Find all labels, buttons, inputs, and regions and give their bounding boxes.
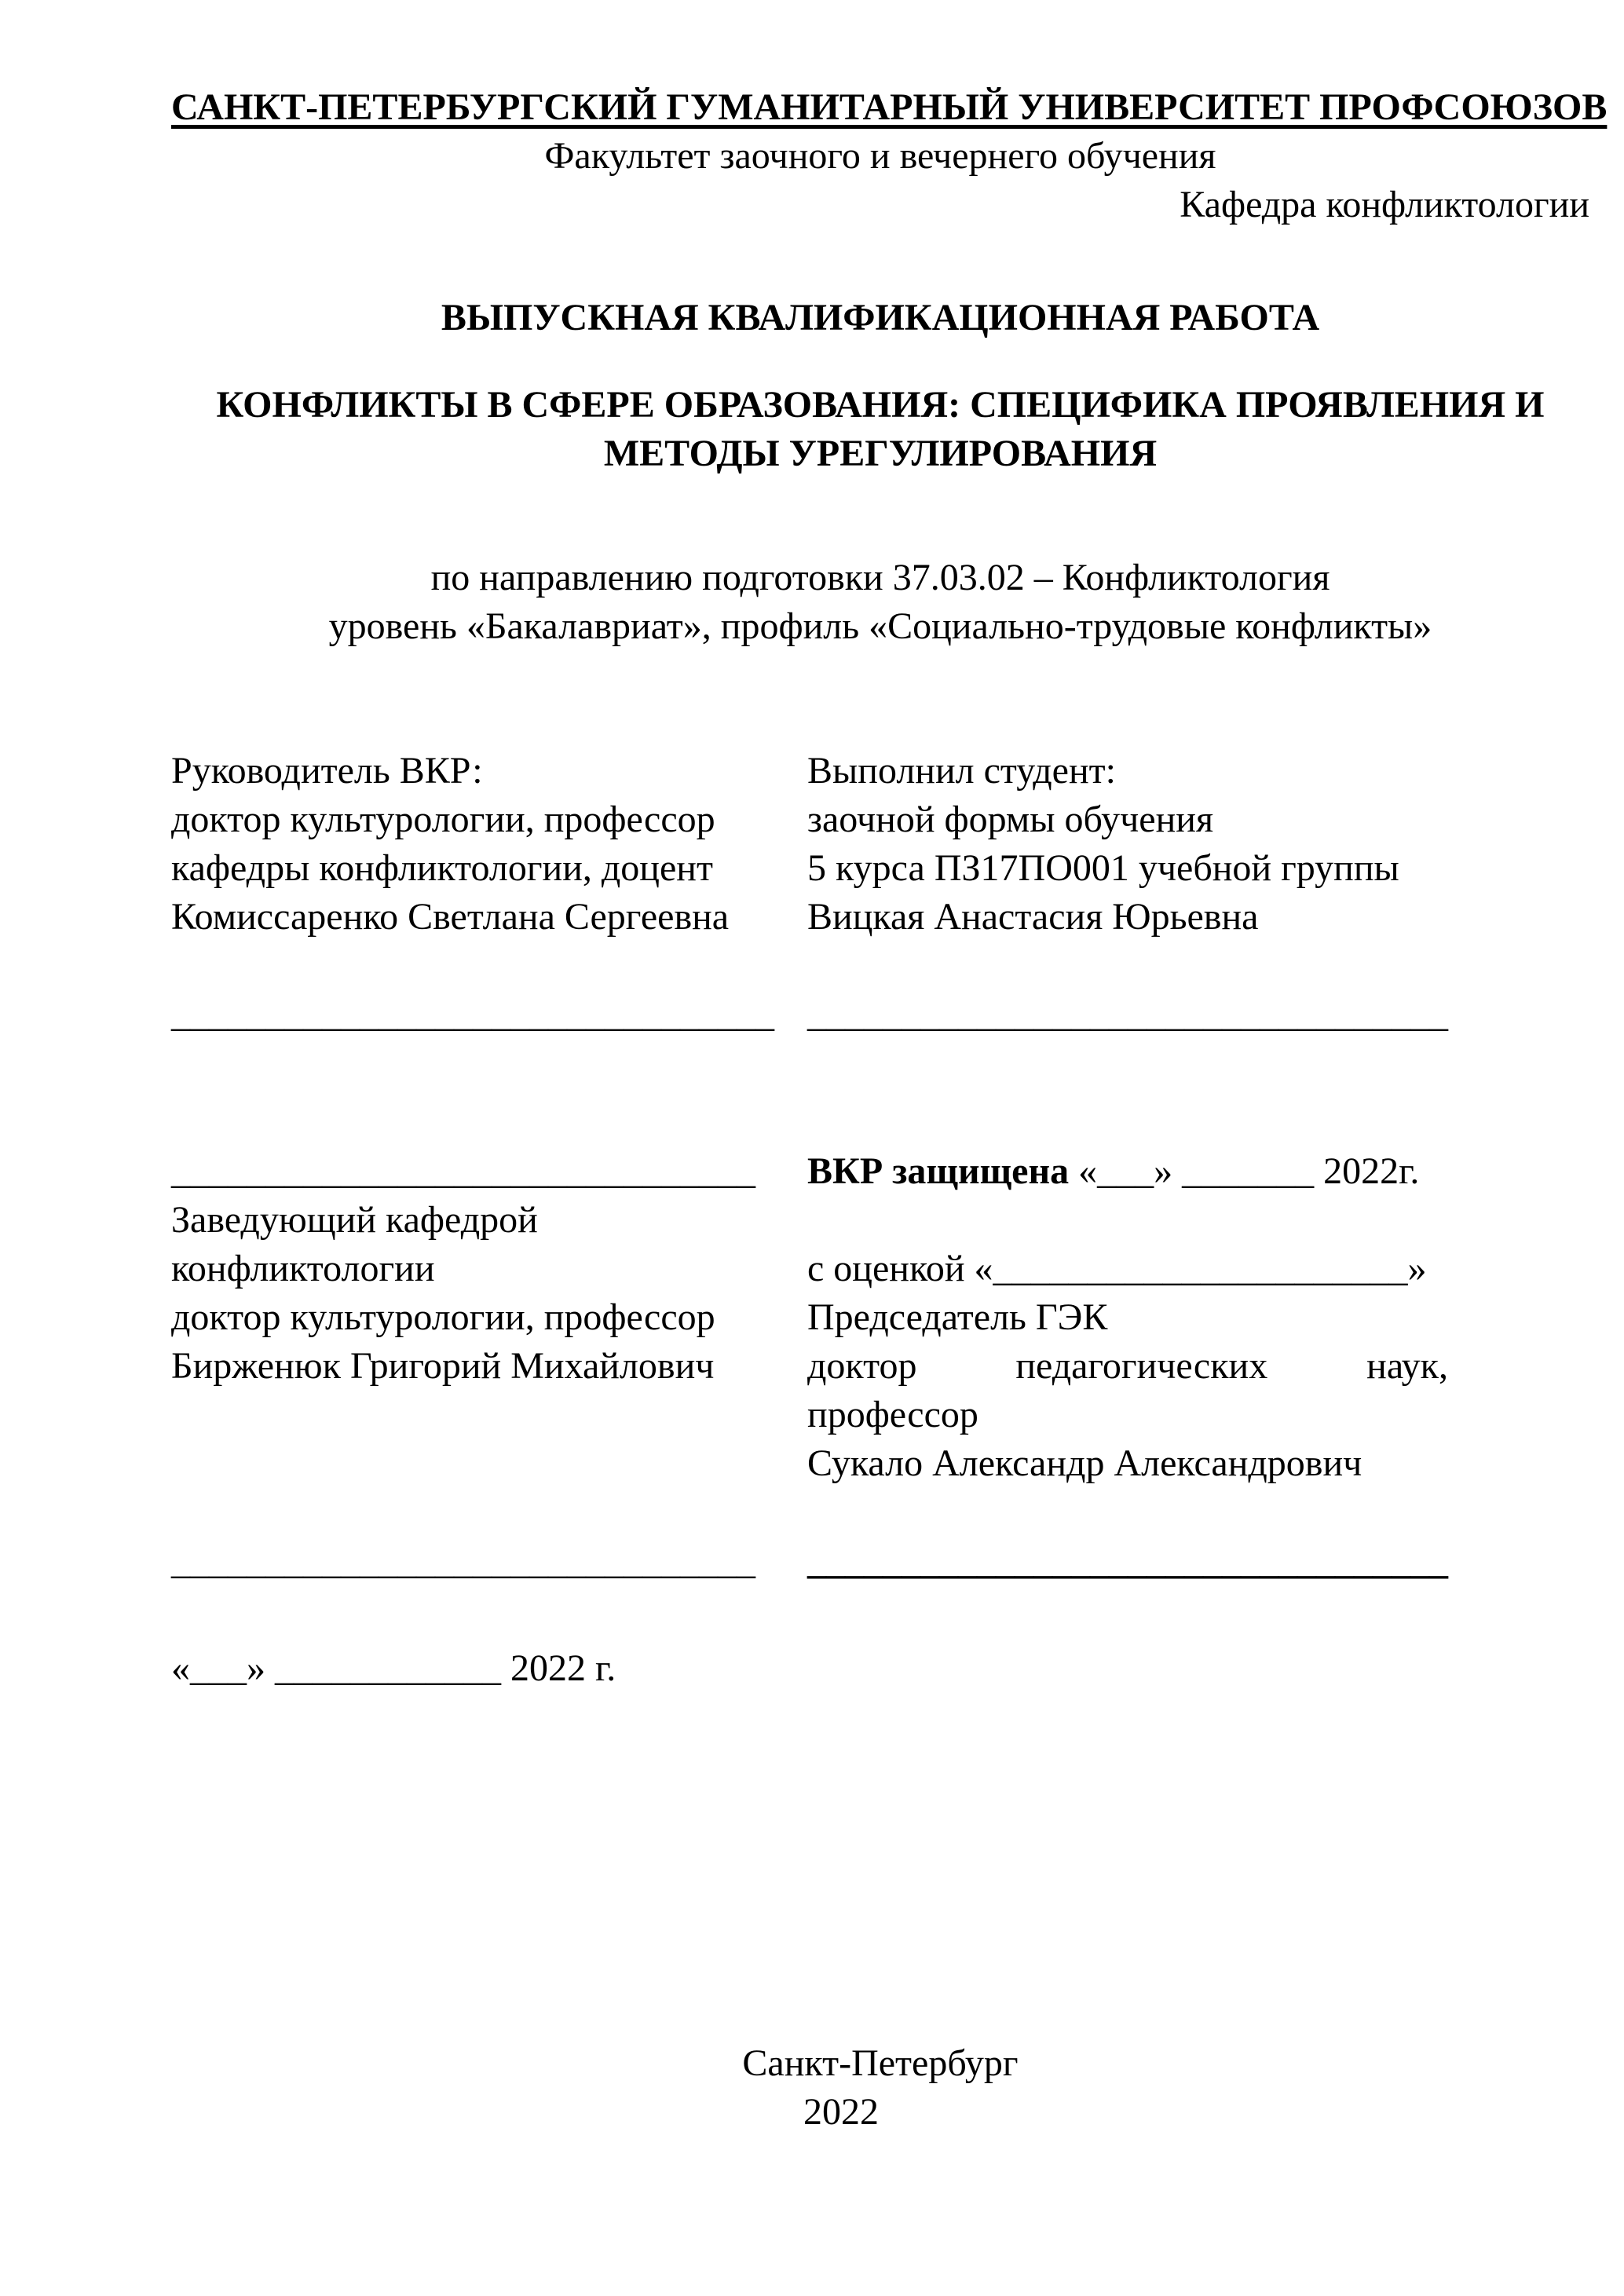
footer-block — [171, 2039, 1589, 2137]
dept-head-degree: доктор культурологии, профессор — [171, 1296, 715, 1338]
dept-head-defense-section — [171, 1147, 1589, 1488]
chairman-degree-line2: профессор — [807, 1394, 978, 1435]
defense-grade-line: с оценкой «______________________» — [807, 1248, 1427, 1289]
program-level-profile: уровень «Бакалавриат», профиль «Социально-трудовые конфликты» — [328, 605, 1432, 647]
student-study-form: заочной формы обучения — [807, 799, 1214, 840]
program-block — [171, 554, 1589, 651]
defense-defended-date-blanks: «___» _______ 2022г. — [1069, 1150, 1420, 1192]
supervisor-label: Руководитель ВКР: — [171, 750, 483, 792]
chairman-degree-line1: доктор педагогических наук, — [807, 1345, 1448, 1387]
defense-defended-line — [807, 1147, 1448, 1196]
supervisor-degree: доктор культурологии, профессор — [171, 799, 715, 840]
program-direction: по направлению подготовки 37.03.02 – Конфликтология — [430, 557, 1330, 598]
defense-defended-label: ВКР защищена — [807, 1150, 1070, 1192]
student-label: Выполнил студент: — [807, 750, 1116, 792]
supervisor-student-section — [171, 747, 1589, 941]
defense-block — [807, 1147, 1448, 1488]
chairman-name: Сукало Александр Александрович — [807, 1442, 1362, 1484]
department-name: Кафедра конфликтологии — [1180, 184, 1589, 225]
dept-head-name: Бирженюк Григорий Михайлович — [171, 1345, 715, 1387]
student-name: Вицкая Анастасия Юрьевна — [807, 896, 1259, 938]
blank-line — [807, 1196, 1448, 1245]
footer-year: 2022 — [803, 2091, 879, 2133]
supervisor-block — [171, 747, 766, 941]
university-name: САНКТ-ПЕТЕРБУРГСКИЙ ГУМАНИТАРНЫЙ УНИВЕРСИТЕТ ПРОФСОЮЗОВ — [171, 86, 1608, 128]
second-signature-row — [171, 1537, 1589, 1586]
student-block — [807, 747, 1448, 941]
faculty-name: Факультет заочного и вечернего обучения — [544, 135, 1216, 177]
chairman-signature-line: __________________________________ — [807, 1541, 1448, 1582]
supervisor-name: Комиссаренко Светлана Сергеевна — [171, 896, 730, 938]
supervisor-signature-line: ________________________________ — [171, 993, 774, 1035]
work-title: КОНФЛИКТЫ В СФЕРЕ ОБРАЗОВАНИЯ: СПЕЦИФИКА ПРОЯВЛЕНИЯ И МЕТОДЫ УРЕГУЛИРОВАНИЯ — [216, 384, 1545, 474]
dept-head-position-line2: конфликтологии — [171, 1248, 435, 1289]
footer-city: Санкт-Петербург — [742, 2042, 1019, 2084]
dept-head-signature-line: _______________________________ — [171, 1150, 755, 1192]
first-signature-row — [171, 990, 1589, 1039]
dept-head-date-line: «___» ____________ 2022 г. — [171, 1647, 616, 1689]
supervisor-position: кафедры конфликтологии, доцент — [171, 847, 713, 889]
dept-head-block — [171, 1147, 766, 1488]
dept-head-position-line1: Заведующий кафедрой — [171, 1199, 538, 1241]
chairman-title: Председатель ГЭК — [807, 1296, 1108, 1338]
work-type-heading: ВЫПУСКНАЯ КВАЛИФИКАЦИОННАЯ РАБОТА — [441, 297, 1320, 338]
dept-head-bottom-signature-line: _______________________________ — [171, 1541, 755, 1582]
student-signature-line: __________________________________ — [807, 993, 1448, 1035]
student-group: 5 курса ПЗ17ПО001 учебной группы — [807, 847, 1399, 889]
